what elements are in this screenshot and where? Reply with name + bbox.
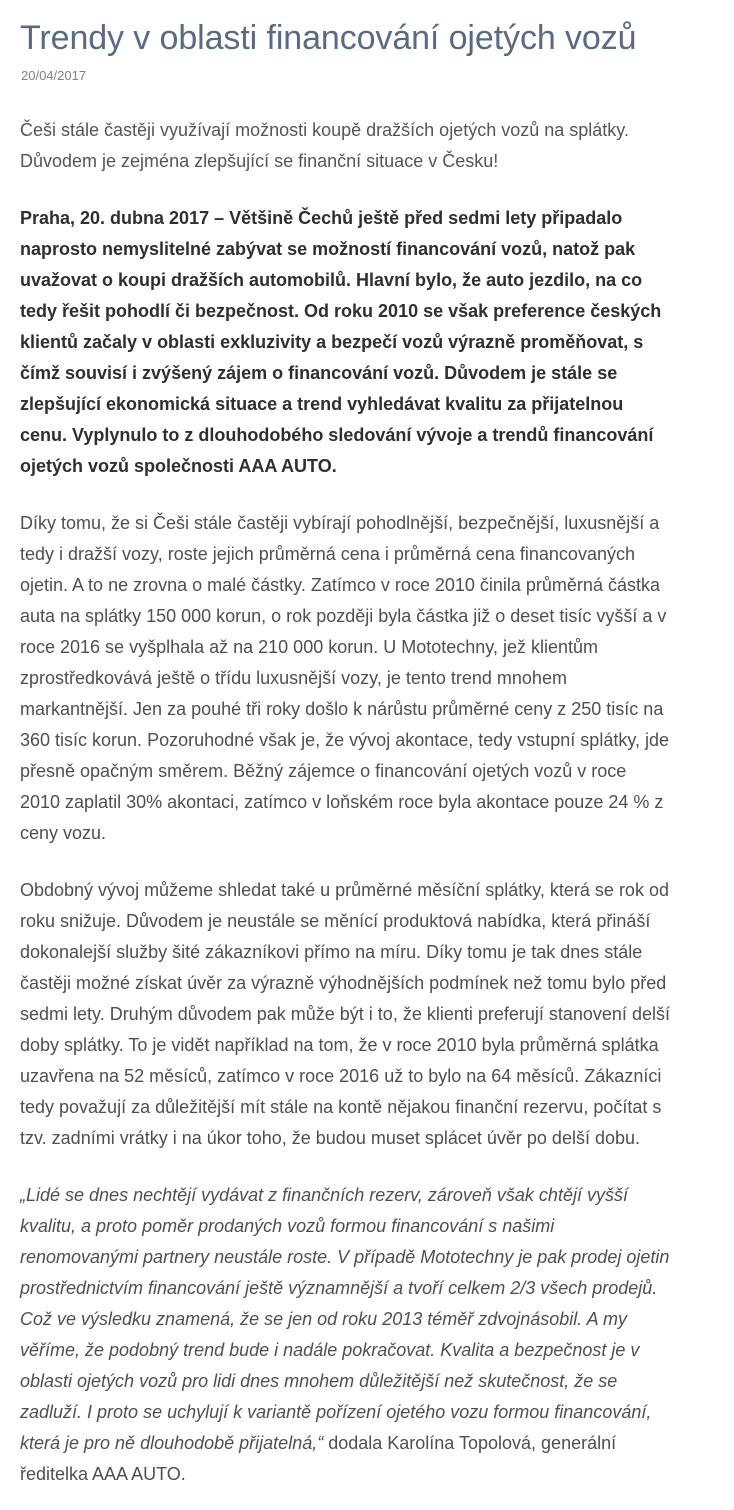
quote-text: „Lidé se dnes nechtějí vydávat z finančních rezerv, zároveň však chtějí vyšší kvalitu, a proto poměr prodaných vozů formou financování s našimi renomovanými partnery neustále roste. V případě Mototechny je pak prodej ojetin prostřednictvím financování ještě významnější a tvoří celkem 2/3 všech prodejů. Což ve výsledku znamená, že se jen od roku 2013 téměř zdvojnásobil. A my věříme, že podobný trend bude i nadále pokračovat. Kvalita a bezpečnost je v oblasti ojetých vozů pro lidi dnes mnohem důležitější než skutečnost, že se zadluží. I proto se uchylují k variantě pořízení ojetého vozu formou financování, která je pro ně dlouhodobě přijatelná,“ [20, 1185, 670, 1453]
page-title: Trendy v oblasti financování ojetých vozů [20, 19, 637, 57]
lead-paragraph: Češi stále častěji využívají možnosti koupě dražších ojetých vozů na splátky. Důvodem je zejména zlepšující se finanční situace v Česku! [20, 120, 629, 171]
article-body [20, 115, 670, 1490]
publish-date: 20/04/2017 [21, 68, 87, 83]
quote-attribution: dodala Karolína Topolová, generální ředitelka AAA AUTO. [20, 1433, 617, 1484]
quote-paragraph [20, 1180, 670, 1490]
intro-paragraph: Praha, 20. dubna 2017 – Většině Čechů ještě před sedmi lety připadalo naprosto nemyslitelné zabývat se možností financování vozů, natož pak uvažovat o koupi dražších automobilů. Hlavní bylo, že auto jezdilo, na co tedy řešit pohodlí či bezpečnost. Od roku 2010 se však preference českých klientů začaly v oblasti exkluzivity a bezpečí vozů výrazně proměňovat, s čímž souvisí i zvýšený zájem o financování vozů. Důvodem je stále se zlepšující ekonomická situace a trend vyhledávat kvalitu za přijatelnou cenu. Vyplynulo to z dlouhodobého sledování vývoje a trendů financování ojetých vozů společnosti AAA AUTO. [20, 208, 662, 476]
article-header [20, 18, 670, 85]
body-paragraph-installments: Obdobný vývoj můžeme shledat také u průměrné měsíční splátky, která se rok od roku snižuje. Důvodem je neustále se měnící produktová nabídka, která přináší dokonalejší služby šité zákazníkovi přímo na míru. Díky tomu je tak dnes stále častěji možné získat úvěr za výrazně výhodnějších podmínek než tomu bylo před sedmi lety. Druhým důvodem pak může být i to, že klienti preferují stanovení delší doby splátky. To je vidět například na tom, že v roce 2010 byla průměrná splátka uzavřena na 52 měsíců, zatímco v roce 2016 už to bylo na 64 měsíců. Zákazníci tedy považují za důležitější mít stále na kontě nějakou finanční rezervu, počítat s tzv. zadními vrátky i na úkor toho, že budou muset splácet úvěr po delší dobu. [20, 880, 670, 1148]
body-paragraph-prices: Díky tomu, že si Češi stále častěji vybírají pohodlnější, bezpečnější, luxusnější a tedy i dražší vozy, roste jejich průměrná cena i průměrná cena financovaných ojetin. A to ne zrovna o malé částky. Zatímco v roce 2010 činila průměrná částka auta na splátky 150 000 korun, o rok později byla částka již o deset tisíc vyšší a v roce 2016 se vyšplhala až na 210 000 korun. U Mototechny, jež klientům zprostředkovává ještě o třídu luxusnější vozy, je tento trend mnohem markantnější. Jen za pouhé tři roky došlo k nárůstu průměrné ceny z 250 tisíc na 360 tisíc korun. Pozoruhodné však je, že vývoj akontace, tedy vstupní splátky, jde přesně opačným směrem. Běžný zájemce o financování ojetých vozů v roce 2010 zaplatil 30% akontaci, zatímco v loňském roce byla akontace pouze 24 % z ceny vozu. [20, 513, 670, 843]
